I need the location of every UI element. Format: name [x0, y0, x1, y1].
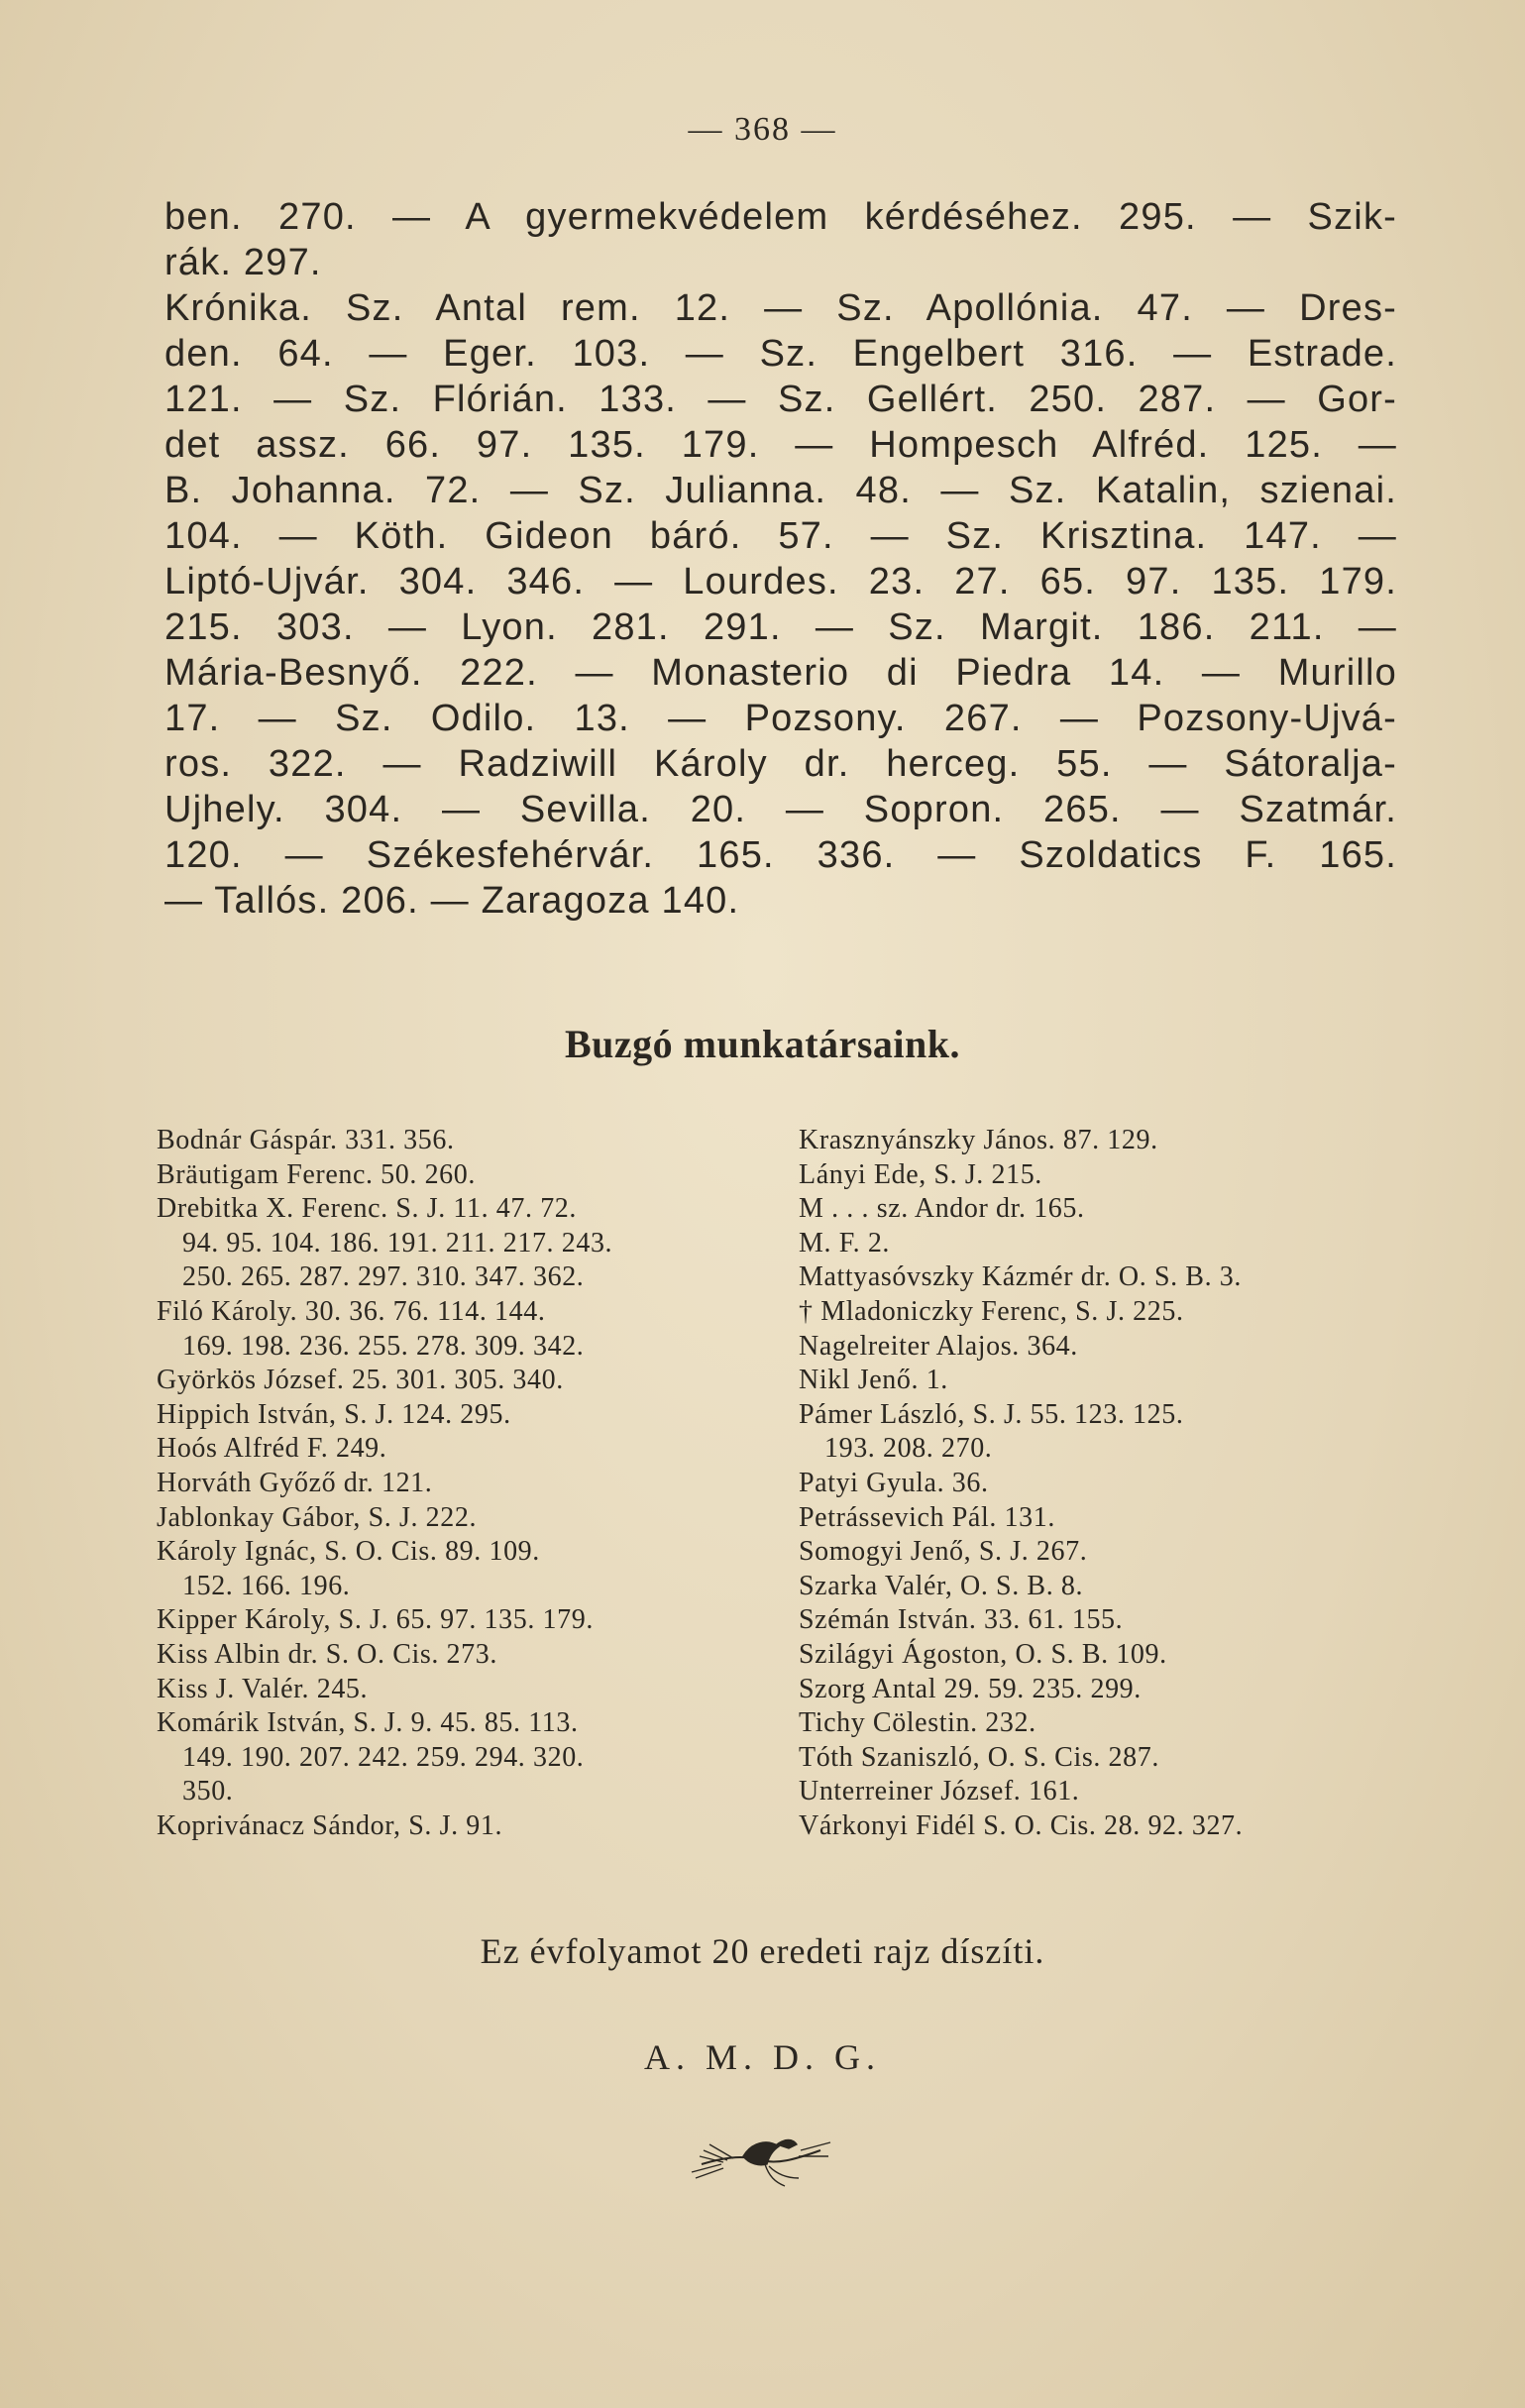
contributor-entry: † Mladoniczky Ferenc, S. J. 225. [799, 1295, 1184, 1327]
contributor-entry: Tichy Cölestin. 232. [799, 1707, 1036, 1739]
index-line: Mária-Besnyő. 222. — Monasterio di Piedra 14. — Murillo [164, 652, 1397, 694]
contributor-entry: Komárik István, S. J. 9. 45. 85. 113. [157, 1707, 579, 1739]
contributor-entry: Jablonkay Gábor, S. J. 222. [157, 1501, 478, 1533]
contributor-entry: Szarka Valér, O. S. B. 8. [799, 1570, 1084, 1601]
contributor-entry: Nagelreiter Alajos. 364. [799, 1330, 1078, 1362]
contributors-left-column [157, 1124, 756, 1843]
contributor-entry: Filó Károly. 30. 36. 76. 114. 144. [157, 1295, 546, 1327]
contributors-right-column [799, 1124, 1393, 1843]
contributor-entry: Drebitka X. Ferenc. S. J. 11. 47. 72. [157, 1193, 577, 1225]
contributor-entry: Várkonyi Fidél S. O. Cis. 28. 92. 327. [799, 1809, 1244, 1841]
contributor-entry: Kiss Albin dr. S. O. Cis. 273. [157, 1638, 497, 1670]
section-heading: Buzgó munkatársaink. [565, 1022, 960, 1066]
index-line: 121. — Sz. Flórián. 133. — Sz. Gellért. 250. 287. — Gor- [164, 379, 1397, 420]
dove-olive-branch-icon [682, 2121, 840, 2200]
contributor-entry: Krasznyánszky János. 87. 129. [799, 1125, 1158, 1155]
index-line: rák. 297. [164, 242, 322, 283]
index-line: ben. 270. — A gyermekvédelem kérdéséhez. 295. — Szik- [164, 196, 1397, 238]
contributor-entry: 149. 190. 207. 242. 259. 294. 320. [182, 1741, 585, 1773]
contributor-entry: Kiss J. Valér. 245. [157, 1673, 369, 1704]
contributor-entry: Hippich István, S. J. 124. 295. [157, 1398, 511, 1430]
contributor-entry: Koprivánacz Sándor, S. J. 91. [157, 1809, 503, 1841]
contributor-entry: Lányi Ede, S. J. 215. [799, 1158, 1042, 1190]
contributor-entry: 250. 265. 287. 297. 310. 347. 362. [182, 1261, 585, 1293]
contributor-entry: M . . . sz. Andor dr. 165. [799, 1193, 1085, 1225]
contributor-entry: Petrássevich Pál. 131. [799, 1501, 1055, 1533]
initials: A. M. D. G. [643, 2037, 881, 2077]
contributor-entry: Hoós Alfréd F. 249. [157, 1433, 387, 1465]
contributor-entry: Tóth Szaniszló, O. S. Cis. 287. [799, 1741, 1159, 1773]
footer-note: Ez évfolyamot 20 eredeti rajz díszíti. [480, 1931, 1045, 1971]
index-line: Krónika. Sz. Antal rem. 12. — Sz. Apollónia. 47. — Dres- [164, 287, 1397, 329]
contributor-entry: Szémán István. 33. 61. 155. [799, 1604, 1124, 1636]
index-line: Ujhely. 304. — Sevilla. 20. — Sopron. 265. — Szatmár. [164, 789, 1397, 830]
contributor-entry: Patyi Gyula. 36. [799, 1467, 989, 1498]
index-line: 120. — Székesfehérvár. 165. 336. — Szoldatics F. 165. [164, 834, 1397, 876]
index-line: 215. 303. — Lyon. 281. 291. — Sz. Margit. 186. 211. — [164, 606, 1397, 648]
contributor-entry: Györkös József. 25. 301. 305. 340. [157, 1365, 564, 1396]
contributor-entry: Kipper Károly, S. J. 65. 97. 135. 179. [157, 1604, 594, 1636]
index-line: det assz. 66. 97. 135. 179. — Hompesch Alfréd. 125. — [164, 424, 1397, 466]
contributor-entry: Unterreiner József. 161. [799, 1776, 1080, 1807]
index-line: 17. — Sz. Odilo. 13. — Pozsony. 267. — Pozsony-Ujvá- [164, 698, 1397, 739]
index-line: ros. 322. — Radziwill Károly dr. herceg. 55. — Sátoralja- [164, 743, 1397, 785]
contributor-entry: Szilágyi Ágoston, O. S. B. 109. [799, 1638, 1167, 1670]
index-line: den. 64. — Eger. 103. — Sz. Engelbert 316. — Estrade. [164, 333, 1397, 375]
page-number: — 368 — [688, 111, 837, 148]
contributor-entry: Szorg Antal 29. 59. 235. 299. [799, 1673, 1142, 1704]
index-line: — Tallós. 206. — Zaragoza 140. [164, 880, 740, 922]
contributor-entry: Horváth Győző dr. 121. [157, 1467, 433, 1498]
contributor-entry: 152. 166. 196. [182, 1570, 351, 1601]
contributor-entry: Nikl Jenő. 1. [799, 1365, 948, 1396]
contributor-entry: Bräutigam Ferenc. 50. 260. [157, 1158, 476, 1190]
index-line: 104. — Köth. Gideon báró. 57. — Sz. Krisztina. 147. — [164, 515, 1397, 557]
index-line: Liptó-Ujvár. 304. 346. — Lourdes. 23. 27. 65. 97. 135. 179. [164, 561, 1397, 602]
index-line: B. Johanna. 72. — Sz. Julianna. 48. — Sz. Katalin, szienai. [164, 470, 1397, 511]
contributor-entry: 350. [182, 1776, 234, 1807]
contributor-entry: Mattyasóvszky Kázmér dr. O. S. B. 3. [799, 1261, 1242, 1293]
contributor-entry: 169. 198. 236. 255. 278. 309. 342. [182, 1330, 585, 1362]
contributor-entry: Bodnár Gáspár. 331. 356. [157, 1125, 455, 1155]
contributor-entry: 94. 95. 104. 186. 191. 211. 217. 243. [182, 1227, 613, 1259]
index-block [164, 194, 1397, 924]
contributor-entry: Somogyi Jenő, S. J. 267. [799, 1536, 1088, 1568]
contributor-entry: Pámer László, S. J. 55. 123. 125. [799, 1398, 1184, 1430]
contributor-entry: M. F. 2. [799, 1227, 891, 1259]
contributor-entry: 193. 208. 270. [824, 1433, 993, 1465]
contributor-entry: Károly Ignác, S. O. Cis. 89. 109. [157, 1536, 540, 1568]
